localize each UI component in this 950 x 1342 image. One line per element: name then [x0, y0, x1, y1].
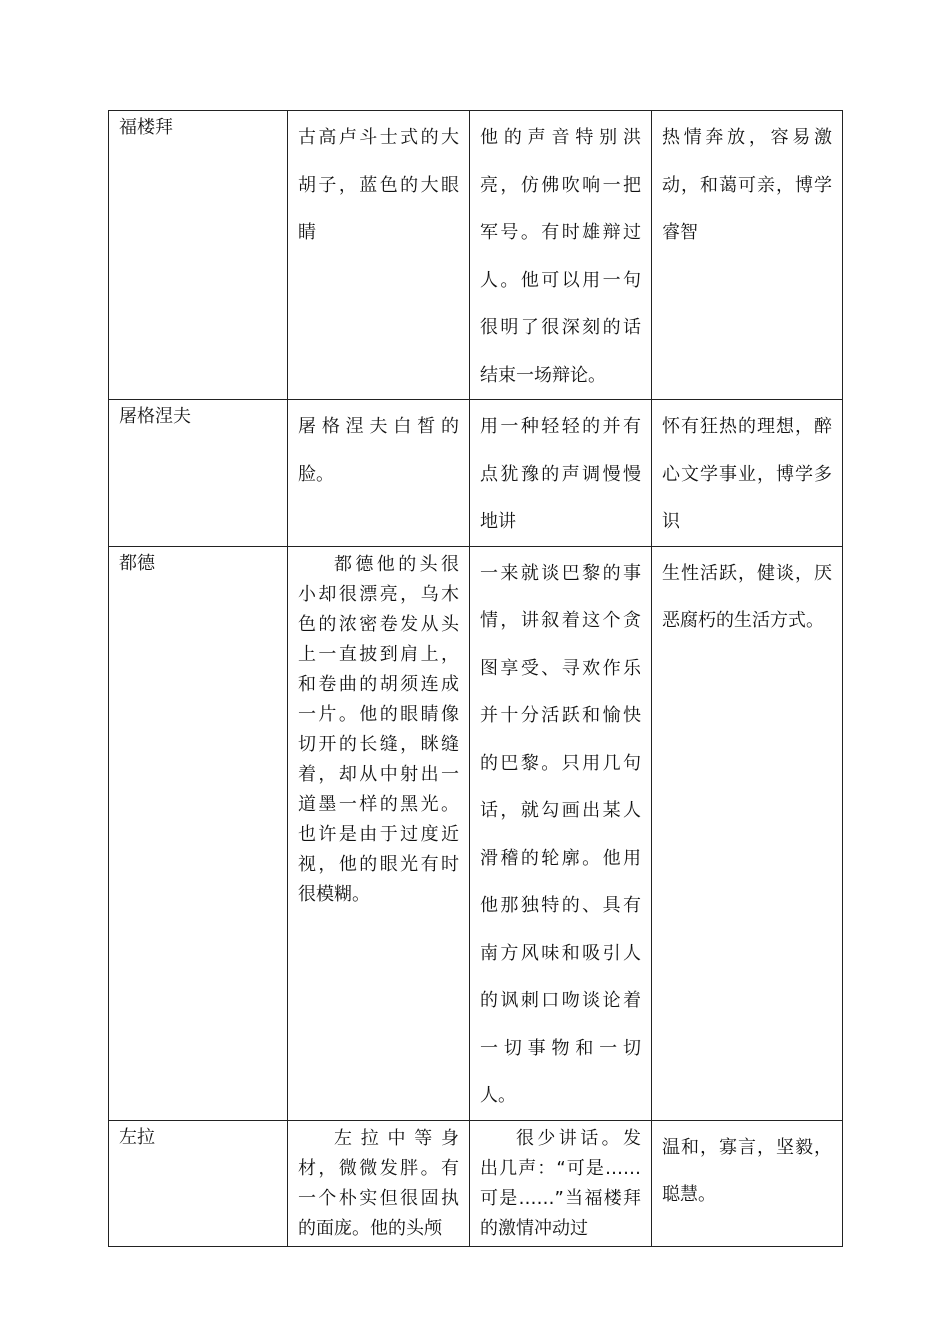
name-cell [109, 1120, 288, 1246]
speech-cell [470, 111, 652, 400]
speech-text: 一来就谈巴黎的事情，讲叙着这个贪图享受、寻欢作乐并十分活跃和愉快的巴黎。只用几句话，就勾画出某人滑稽的轮廓。他用他那独特的、具有南方风味和吸引人的讽刺口吻谈论着一切事物和一切人。 [480, 562, 641, 1106]
appearance-text: 屠格涅夫白皙的脸。 [298, 416, 459, 485]
speech-cell [470, 1120, 652, 1246]
speech-text: 他的声音特别洪亮，仿佛吹响一把军号。有时雄辩过人。他可以用一句很明了很深刻的话结束一场辩论。 [480, 127, 641, 386]
character-cell [652, 400, 843, 547]
table-row [109, 546, 843, 1120]
speech-cell [470, 546, 652, 1120]
appearance-text: 古高卢斗士式的大胡子，蓝色的大眼睛 [298, 127, 459, 243]
character-text: 生性活跃，健谈，厌恶腐朽的生活方式。 [662, 562, 832, 631]
appearance-text: 左拉中等身材，微微发胖。有一个朴实但很固执的面庞。他的头颅 [298, 1127, 459, 1239]
appearance-text: 都德他的头很小却很漂亮，乌木色的浓密卷发从头上一直披到肩上，和卷曲的胡须连成一片。他的眼睛像切开的长缝，眯缝着，却从中射出一道墨一样的黑光。也许是由于过度近视，他的眼光有时很模糊。 [298, 553, 459, 905]
table-row [109, 111, 843, 400]
name-cell [109, 111, 288, 400]
character-cell [652, 546, 843, 1120]
appearance-cell [288, 111, 470, 400]
table-row [109, 400, 843, 547]
character-comparison-table [108, 110, 843, 1247]
character-name: 左拉 [119, 1126, 155, 1148]
speech-text: 很少讲话。发出几声：“可是……可是……”当福楼拜的激情冲动过 [480, 1127, 641, 1239]
character-text: 怀有狂热的理想，醉心文学事业，博学多识 [662, 416, 832, 532]
appearance-cell [288, 1120, 470, 1246]
name-cell [109, 546, 288, 1120]
character-name: 都德 [119, 552, 155, 574]
character-name: 屠格涅夫 [119, 406, 191, 427]
speech-text: 用一种轻轻的并有点犹豫的声调慢慢地讲 [480, 416, 641, 532]
character-cell [652, 1120, 843, 1246]
appearance-cell [288, 400, 470, 547]
appearance-cell [288, 546, 470, 1120]
name-cell [109, 400, 288, 547]
character-text: 温和，寡言，坚毅，聪慧。 [662, 1136, 832, 1205]
table-row [109, 1120, 843, 1246]
character-text: 热情奔放，容易激动，和蔼可亲，博学睿智 [662, 127, 832, 243]
character-name: 福楼拜 [119, 117, 173, 138]
speech-cell [470, 400, 652, 547]
character-cell [652, 111, 843, 400]
